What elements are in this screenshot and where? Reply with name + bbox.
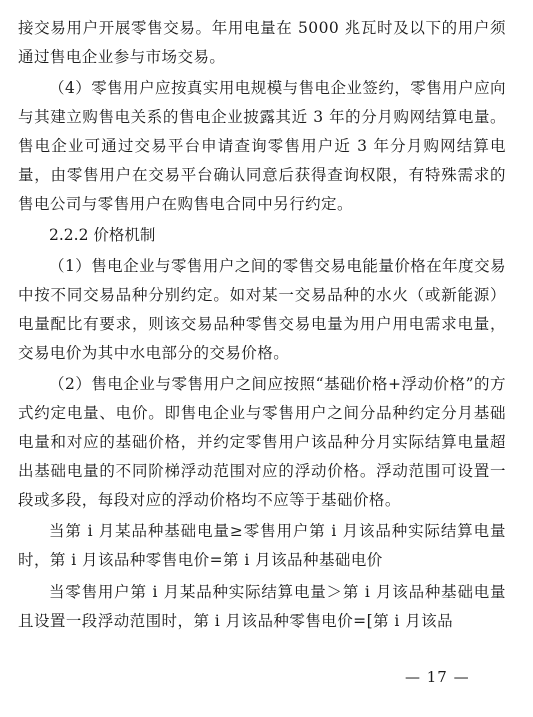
document-body <box>18 14 506 638</box>
paragraph-2: （4）零售用户应按真实用电规模与售电企业签约，零售用户应向与其建立购售电关系的售电企业披露其近 3 年的分月购网结算电量。售电企业可通过交易平台申请查询零售用户近 3 年分月购网结算电量，由零售用户在交易平台确认同意后获得查询权限，有特殊需求的售电公司与零售用户在购售电合同中另行约定。 <box>18 79 506 213</box>
paragraph-5: 当第 i 月某品种基础电量≥零售用户第 i 月该品种实际结算电量时，第 i 月该品种零售电价=第 i 月该品种基础电价 <box>18 522 506 570</box>
section-heading: 2.2.2 价格机制 <box>49 226 156 245</box>
paragraph-4: （2）售电企业与零售用户之间应按照“基础价格+浮动价格”的方式约定电量、电价。即售电企业与零售用户之间分品种约定分月基础电量和对应的基础价格，并约定零售用户该品种分月实际结算电量超出基础电量的不同阶梯浮动范围对应的浮动价格。浮动范围可设置一段或多段，每段对应的浮动价格均不应等于基础价格。 <box>18 375 506 509</box>
paragraph-6: 当零售用户第 i 月某品种实际结算电量＞第 i 月该品种基础电量且设置一段浮动范围时，第 i 月该品种零售电价=[第 i 月该品 <box>18 582 506 630</box>
paragraph-1: 接交易用户开展零售交易。年用电量在 5000 兆瓦时及以下的用户须通过售电企业参与市场交易。 <box>18 19 506 66</box>
page-number: — 17 — <box>405 668 470 686</box>
paragraph-3: （1）售电企业与零售用户之间的零售交易电能量价格在年度交易中按不同交易品种分别约定。如对某一交易品种的水火（或新能源）电量配比有要求，则该交易品种零售交易电量为用户用电需求电量，交易电价为其中水电部分的交易价格。 <box>18 257 506 362</box>
